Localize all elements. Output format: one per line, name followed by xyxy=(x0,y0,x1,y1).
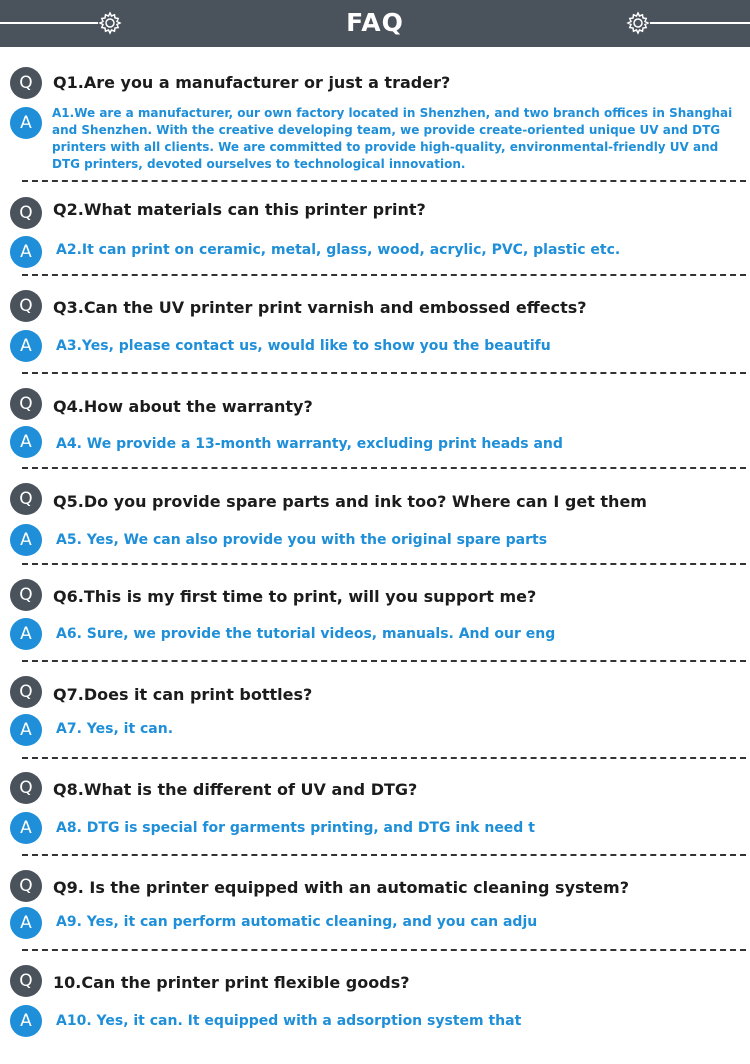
answer-text: A6. Sure, we provide the tutorial videos, manuals. And our eng xyxy=(56,626,556,642)
question-badge: Q xyxy=(10,676,42,708)
dashed-divider xyxy=(22,757,746,759)
answer-text: A10. Yes, it can. It equipped with a adsorption system that xyxy=(56,1013,522,1029)
question-badge: Q xyxy=(10,67,42,99)
question-badge: Q xyxy=(10,965,42,997)
dashed-divider xyxy=(22,660,746,662)
question-text: Q5.Do you provide spare parts and ink too? Where can I get them xyxy=(53,492,647,511)
answer-text: A4. We provide a 13-month warranty, excluding print heads and xyxy=(56,436,563,452)
answer-badge: A xyxy=(10,524,42,556)
answer-badge: A xyxy=(10,330,42,362)
question-text: 10.Can the printer print flexible goods? xyxy=(53,973,410,992)
question-text: Q9. Is the printer equipped with an automatic cleaning system? xyxy=(53,878,629,897)
answer-text: A1.We are a manufacturer, our own factory located in Shenzhen, and two branch offices in Shanghai and Shenzhen. With the creative developing team, we provide create-oriented unique UV and DTG printers with all clients. We are committed to provide high-quality, environmental-friendly UV and DTG printers, devoted ourselves to technological innovation. xyxy=(52,106,733,171)
header-line-right xyxy=(650,22,750,24)
answer-text: A2.It can print on ceramic, metal, glass, wood, acrylic, PVC, plastic etc. xyxy=(56,242,621,258)
answer-text: A7. Yes, it can. xyxy=(56,721,174,737)
answer-badge: A xyxy=(10,812,42,844)
question-badge: Q xyxy=(10,870,42,902)
question-badge: Q xyxy=(10,197,42,229)
question-badge: Q xyxy=(10,388,42,420)
answer-badge: A xyxy=(10,107,42,139)
answer-badge: A xyxy=(10,236,42,268)
question-text: Q1.Are you a manufacturer or just a trader? xyxy=(53,73,451,92)
question-text: Q6.This is my first time to print, will you support me? xyxy=(53,587,537,606)
page-title: FAQ xyxy=(346,8,404,37)
question-badge: Q xyxy=(10,290,42,322)
answer-text: A5. Yes, We can also provide you with the original spare parts xyxy=(56,532,548,548)
question-text: Q7.Does it can print bottles? xyxy=(53,685,313,704)
answer-badge: A xyxy=(10,618,42,650)
dashed-divider xyxy=(22,180,746,182)
answer-text: A8. DTG is special for garments printing, and DTG ink need t xyxy=(56,820,535,836)
dashed-divider xyxy=(22,274,746,276)
question-text: Q3.Can the UV printer print varnish and embossed effects? xyxy=(53,298,587,317)
answer-text: A3.Yes, please contact us, would like to show you the beautifu xyxy=(56,338,551,354)
question-badge: Q xyxy=(10,483,42,515)
question-badge: Q xyxy=(10,772,42,804)
gear-icon xyxy=(626,11,650,35)
dashed-divider xyxy=(22,372,746,374)
answer-badge: A xyxy=(10,1005,42,1037)
dashed-divider xyxy=(22,854,746,856)
dashed-divider xyxy=(22,949,746,951)
answer-badge: A xyxy=(10,714,42,746)
question-text: Q2.What materials can this printer print? xyxy=(53,200,426,219)
question-badge: Q xyxy=(10,579,42,611)
question-text: Q4.How about the warranty? xyxy=(53,397,313,416)
dashed-divider xyxy=(22,467,746,469)
answer-text: A9. Yes, it can perform automatic cleaning, and you can adju xyxy=(56,914,538,930)
dashed-divider xyxy=(22,563,746,565)
faq-header xyxy=(0,0,750,47)
answer-badge: A xyxy=(10,907,42,939)
question-text: Q8.What is the different of UV and DTG? xyxy=(53,780,418,799)
answer-badge: A xyxy=(10,426,42,458)
